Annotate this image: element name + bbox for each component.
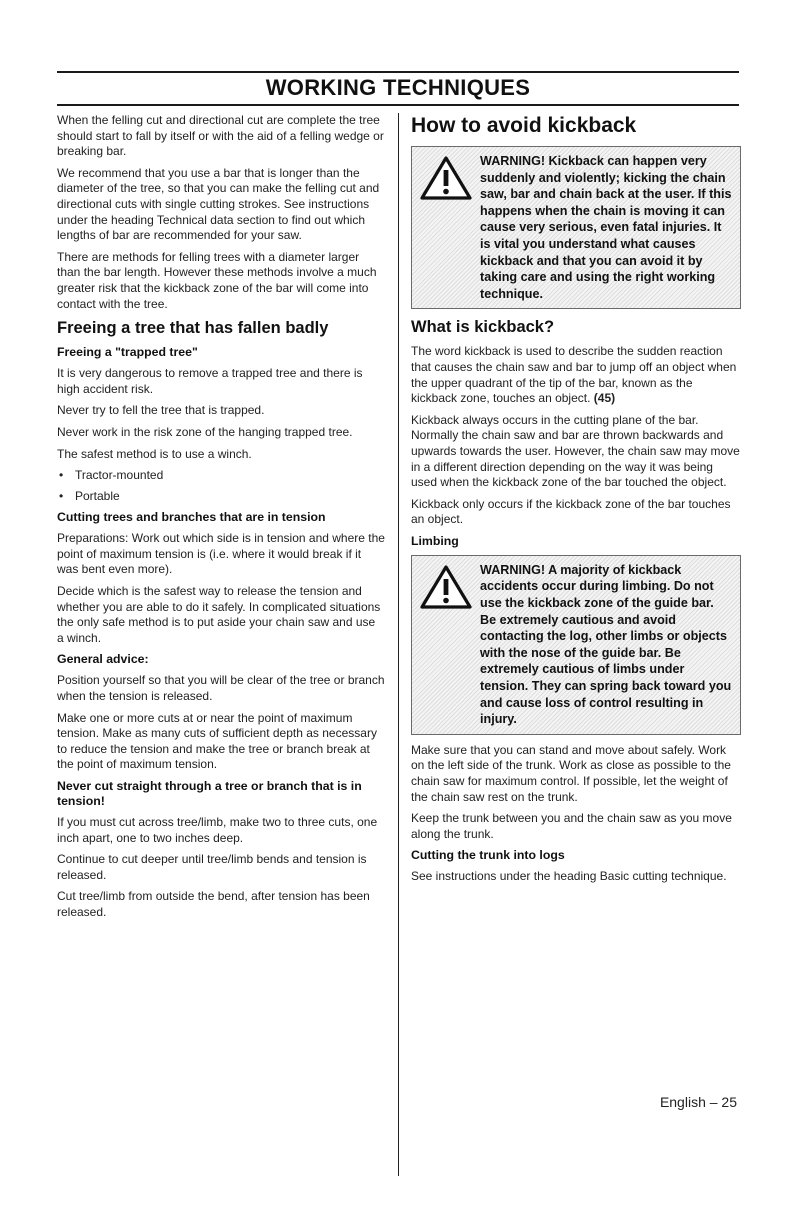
column-divider — [398, 113, 399, 1176]
paragraph: Kickback only occurs if the kickback zone of the bar touches an object. — [411, 496, 731, 527]
subheading-tension: Cutting trees and branches that are in tension — [57, 510, 326, 525]
paragraph — [411, 344, 741, 406]
list-item: • Tractor-mounted — [57, 468, 385, 484]
warning-box-kickback — [411, 146, 741, 309]
paragraph: The safest method is to use a winch. — [57, 446, 252, 461]
paragraph: We recommend that you use a bar that is longer than the diameter of the tree, so that you can make the felling cut and directional cuts with single cutting strokes. See instructions under the heading Technical data section to find out which lengths of bar are recommended for your saw. — [57, 165, 380, 243]
paragraph: Keep the trunk between you and the chain saw as you move along the trunk. — [411, 811, 732, 841]
paragraph: Make sure that you can stand and move about safely. Work on the left side of the trunk. Work as close as possible to the chain saw for maximum control. If possible, let the weight of the chain saw rest on the trunk. — [411, 742, 731, 804]
winch-options-list — [57, 468, 385, 504]
section-heading-what-is-kickback: What is kickback? — [411, 318, 555, 337]
warning-box-limbing — [411, 555, 741, 735]
paragraph-text: The word kickback is used to describe the sudden reaction that causes the chain saw and bar to jump off an object when the upper quadrant of the tip of the bar, known as the kickback zone, touches an object. — [411, 344, 737, 406]
paragraph: It is very dangerous to remove a trapped tree and there is high accident risk. — [57, 366, 363, 396]
paragraph: If you must cut across tree/limb, make two to three cuts, one inch apart, one to two inches deep. — [57, 815, 378, 845]
paragraph: Make one or more cuts at or near the point of maximum tension. Make as many cuts of sufficient depth as necessary to reduce the tension and make the tree or branch break at the point of maximum tension. — [57, 710, 377, 772]
left-column — [57, 113, 385, 927]
paragraph: Continue to cut deeper until tree/limb bends and tension is released. — [57, 852, 367, 882]
paragraph: When the felling cut and directional cut are complete the tree should start to fall by itself or with the aid of a felling wedge or breaking bar. — [57, 113, 384, 159]
header-rule-bottom — [57, 104, 739, 106]
subheading-trunk-into-logs: Cutting the trunk into logs — [411, 848, 565, 863]
paragraph: Preparations: Work out which side is in tension and where the point of maximum tension is (i.e. where it would break if it was bent even more). — [57, 531, 385, 577]
section-heading-avoid-kickback: How to avoid kickback — [411, 114, 637, 137]
section-heading-freeing: Freeing a tree that has fallen badly — [57, 319, 329, 338]
list-item: • Portable — [57, 489, 385, 505]
subheading-never-cut: Never cut straight through a tree or branch that is in tension! — [57, 779, 362, 808]
paragraph: Never try to fell the tree that is trapped. — [57, 403, 265, 418]
warning-triangle-icon — [420, 155, 476, 206]
subheading-limbing: Limbing — [411, 533, 459, 548]
page-number: English – 25 — [659, 1094, 737, 1110]
page-title: WORKING TECHNIQUES — [265, 75, 531, 100]
paragraph: Position yourself so that you will be clear of the tree or branch when the tension is released. — [57, 673, 385, 704]
warning-triangle-icon — [420, 564, 476, 615]
subheading-trapped-tree: Freeing a "trapped tree" — [57, 345, 198, 360]
warning-text: WARNING! Kickback can happen very suddenly and violently; kicking the chain saw, bar and chain back at the user. If this happens when the chain is moving it can cause very serious, even fatal injuries. It is vital you understand what causes kickback and that you can avoid it by taking care and using the right working technique. — [480, 154, 732, 301]
right-column — [411, 113, 741, 891]
paragraph: See instructions under the heading Basic cutting technique. — [411, 869, 727, 884]
warning-text: WARNING! A majority of kickback accidents occur during limbing. Do not use the kickback zone of the guide bar. Be extremely cautious and avoid contacting the log, other limbs or objects with the nose of the guide bar. Be extremely cautious of limbs under tension. They can spring back toward you and cause loss of control resulting in injury. — [480, 562, 732, 727]
paragraph: Decide which is the safest way to release the tension and whether you are able to do it safely. In complicated situations the only safe method is to put aside your chain saw and use a winch. — [57, 584, 381, 645]
paragraph: Cut tree/limb from outside the bend, after tension has been released. — [57, 889, 370, 919]
header-rule-top — [57, 71, 739, 73]
subheading-general-advice: General advice: — [57, 652, 149, 667]
paragraph: Kickback always occurs in the cutting plane of the bar. Normally the chain saw and bar are thrown backwards and upwards towards the user. However, the chain saw may move in a different direction depending on the way it was being used when the kickback zone of the bar touched the object. — [411, 412, 740, 490]
paragraph: Never work in the risk zone of the hanging trapped tree. — [57, 424, 353, 439]
figure-reference: (45) — [593, 391, 616, 406]
paragraph: There are methods for felling trees with a diameter larger than the bar length. However these methods involve a much greater risk that the kickback zone of the bar will come into contact with the tree. — [57, 249, 377, 311]
